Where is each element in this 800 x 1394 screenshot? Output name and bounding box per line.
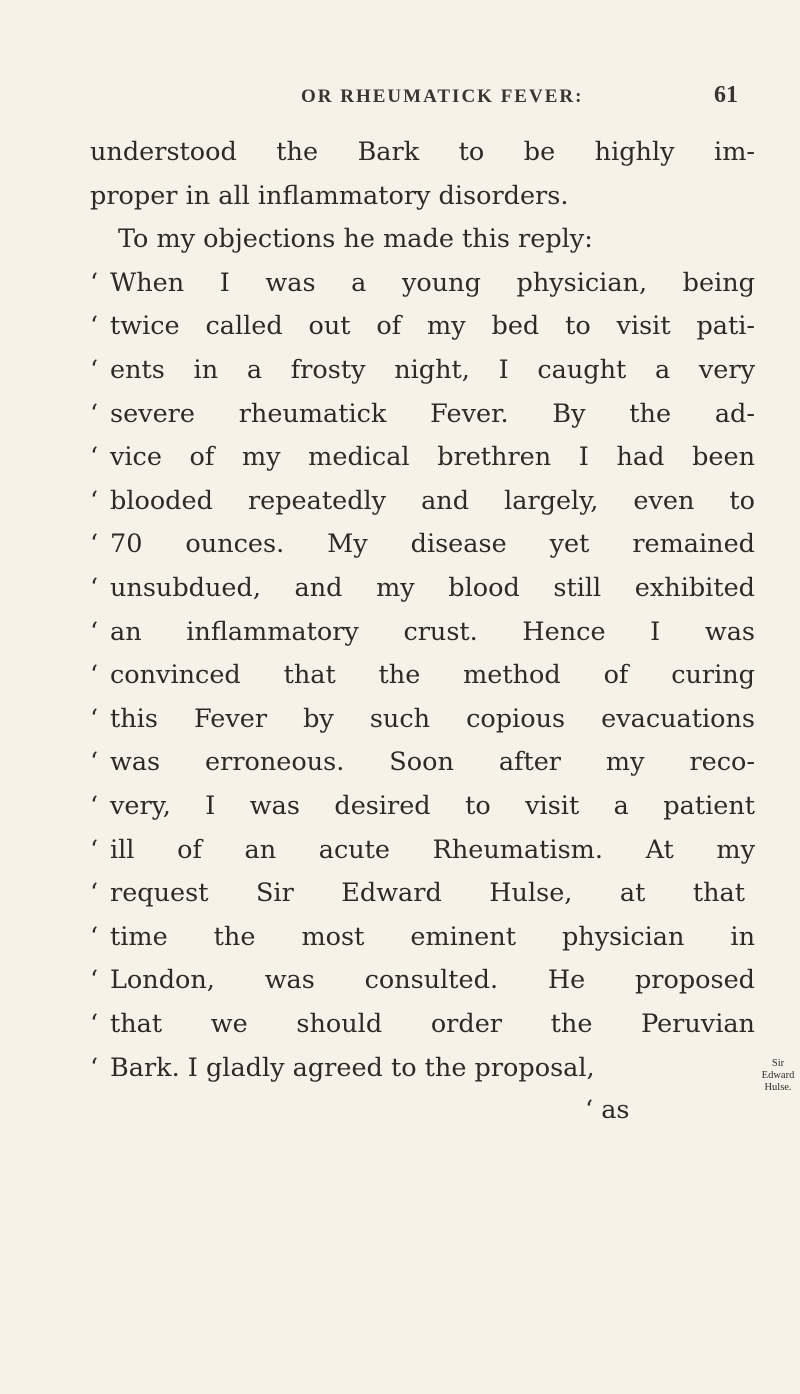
text-line xyxy=(90,1048,755,1088)
text-line xyxy=(90,960,755,1000)
line-text: understood the Bark to be highly im- xyxy=(90,137,755,167)
quote-mark: ‘ xyxy=(90,616,99,647)
line-text: request Sir Edward Hulse, at that xyxy=(110,878,745,909)
line-text: London, was consulted. He proposed xyxy=(110,965,755,996)
quote-mark: ‘ xyxy=(90,703,99,734)
line-text: was erroneous. Soon after my reco- xyxy=(110,747,755,778)
text-line xyxy=(90,350,755,390)
line-text: Bark. I gladly agreed to the proposal, xyxy=(110,1052,595,1083)
quote-mark: ‘ xyxy=(90,573,99,603)
text-line xyxy=(90,873,745,913)
text-line xyxy=(90,830,755,870)
quote-mark: ‘ xyxy=(90,921,99,952)
text-line xyxy=(90,699,755,739)
line-text: very, I was desired to visit a patient xyxy=(110,791,755,821)
line-text: severe rheumatick Fever. By the ad- xyxy=(110,398,755,429)
text-line xyxy=(90,1004,755,1044)
text-line xyxy=(118,219,755,259)
quote-mark: ‘ xyxy=(90,1052,99,1083)
quote-mark: ‘ xyxy=(90,485,99,516)
line-text: this Fever by such copious evacuations xyxy=(110,703,755,734)
quote-mark: ‘ xyxy=(90,529,99,560)
line-text: convinced that the method of curing xyxy=(110,660,755,691)
text-line xyxy=(90,263,755,303)
text-line xyxy=(90,786,755,826)
margin-note xyxy=(756,1058,800,1094)
margin-note-line: Hulse. xyxy=(764,1082,792,1093)
page-number: 61 xyxy=(714,82,738,108)
line-text: vice of my medical brethren I had been xyxy=(110,442,755,473)
line-text: To my objections he made this reply: xyxy=(118,224,593,255)
quote-mark: ‘ xyxy=(90,398,99,429)
line-text: an inflammatory crust. Hence I was xyxy=(110,616,755,647)
line-text: proper in all inflammatory disorders. xyxy=(90,180,569,211)
text-line xyxy=(90,612,755,652)
quote-mark: ‘ xyxy=(90,442,99,473)
quote-mark: ‘ xyxy=(90,660,99,691)
line-text: 70 ounces. My disease yet remained xyxy=(110,529,755,560)
line-text: unsubdued, and my blood still exhibited xyxy=(110,573,755,603)
line-text: When I was a young physician, being xyxy=(110,267,755,298)
text-line xyxy=(90,568,755,608)
text-line xyxy=(90,481,755,521)
line-text: ill of an acute Rheumatism. At my xyxy=(110,834,755,865)
quote-mark: ‘ xyxy=(90,1009,99,1039)
text-line xyxy=(90,524,755,564)
quote-mark: ‘ xyxy=(90,834,99,865)
line-text: blooded repeatedly and largely, even to xyxy=(110,485,755,516)
line-text: time the most eminent physician in xyxy=(110,921,755,952)
quote-mark: ‘ xyxy=(90,311,99,342)
quote-mark: ‘ xyxy=(90,747,99,778)
text-line xyxy=(90,742,755,782)
text-line xyxy=(90,437,755,477)
quote-mark: ‘ xyxy=(90,965,99,996)
text-line xyxy=(90,917,755,957)
text-line xyxy=(90,394,755,434)
quote-mark: ‘ xyxy=(90,267,99,298)
quote-mark: ‘ xyxy=(90,878,99,909)
catchword: ‘ as xyxy=(585,1095,630,1125)
margin-note-line: Sir Edward xyxy=(761,1058,795,1081)
text-line xyxy=(90,306,755,346)
running-title: OR RHEUMATICK FEVER: xyxy=(301,86,584,107)
line-text: ents in a frosty night, I caught a very xyxy=(110,355,755,385)
quote-mark: ‘ xyxy=(90,791,99,821)
text-line xyxy=(90,176,755,216)
text-line xyxy=(90,655,755,695)
line-text: twice called out of my bed to visit pati- xyxy=(110,311,755,342)
line-text: that we should order the Peruvian xyxy=(110,1009,755,1039)
quote-mark: ‘ xyxy=(90,355,99,385)
text-line xyxy=(90,132,755,172)
